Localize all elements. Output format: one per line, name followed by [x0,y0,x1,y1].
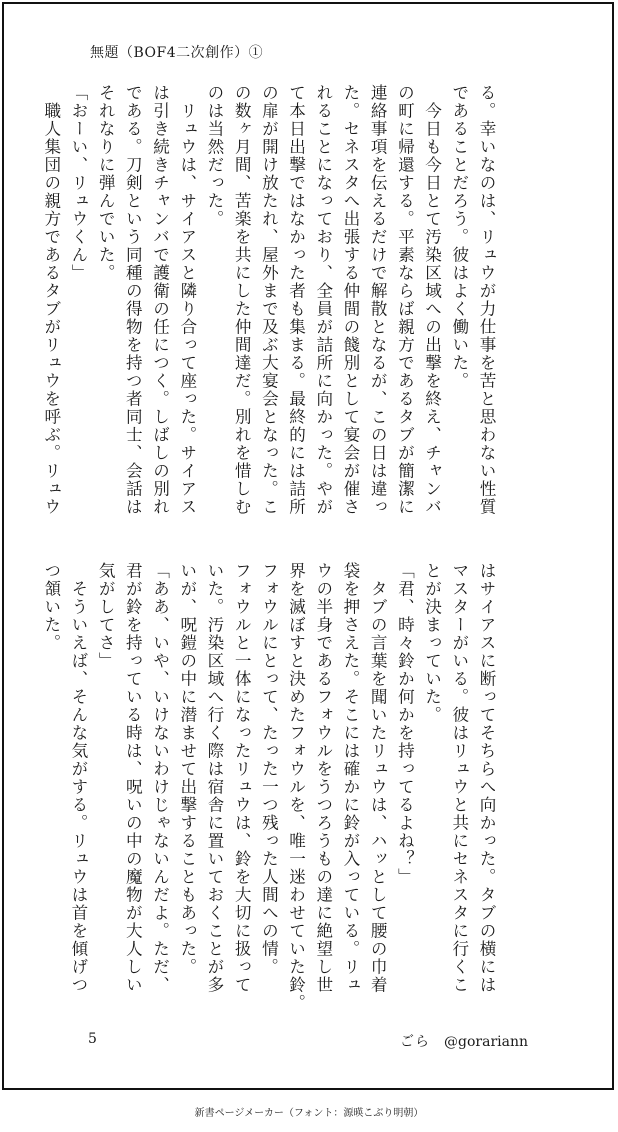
upper-text-block [41,84,500,540]
text-line: そういえば、そんな気がする。リュウは首を傾げつ [68,562,88,994]
text-line: 今日も今日とて汚染区域への出撃を終え、チャンバ [422,84,442,516]
text-line: 「ああ、いや、いけないわけじゃないんだよ。ただ、 [150,562,170,994]
text-line: つ頷いた。 [41,562,61,652]
text-line: フォウルにとって、たった一つ残った人間への情。 [259,562,279,976]
text-line: の数ヶ月間、苦楽を共にした仲間達だ。別れを惜しむ [232,84,252,516]
text-line: 職人集団の親方であるタブがリュウを呼ぶ。リュウ [41,84,61,516]
text-line: 君が鈴を持っている時は、呪いの中の魔物が大人しい [123,562,143,994]
text-line: 界を滅ぼすと決めたフォウルを、唯一迷わせていた鈴。 [286,562,306,1012]
page-title: 無題（BOF4二次創作）① [90,45,264,61]
text-line: であることだろう。彼はよく働いた。 [449,84,469,390]
author-name: ごら [400,1034,431,1050]
text-line: タブの言葉を聞いたリュウは、ハッとして腰の巾着 [368,562,388,994]
text-line: フォウルと一体になったリュウは、鈴を大切に扱って [232,562,252,994]
text-line: た。セネスタへ出張する仲間の餞別として宴会が催さ [340,84,360,516]
lower-text-block [41,562,500,1020]
page-frame [2,2,614,1090]
author-credit [400,1031,528,1051]
author-handle: @gorariann [444,1034,528,1050]
text-line: マスターがいる。彼はリュウと共にセネスタに行くこ [449,562,469,994]
text-line: は引き続きチャンバで護衛の任につく。しばしの別れ [150,84,170,516]
text-line: のは当然だった。 [204,84,224,228]
text-line: 袋を押さえた。そこには確かに鈴が入っている。リュ [340,562,360,994]
text-line: いが、呪鎧の中に潜ませて出撃することもあった。 [177,562,197,976]
text-line: である。刀剣という同種の得物を持つ者同士、会話は [123,84,143,516]
text-line: 「君、時々鈴か何かを持ってるよね？」 [395,562,415,886]
text-line: とが決まっていた。 [422,562,442,724]
text-line: の町に帰還する。平素ならば親方であるタブが簡潔に [395,84,415,516]
generator-credit: 新書ページメーカー（フォント：源暎こぶり明朝） [194,1108,424,1119]
page-number: 5 [88,1031,97,1047]
text-line: リュウは、サイアスと隣り合って座った。サイアス [177,84,197,516]
text-line: の扉が開け放たれ、屋外まで及ぶ大宴会となった。こ [259,84,279,516]
text-line: 連絡事項を伝えるだけで解散となるが、この日は違っ [368,84,388,516]
text-line: れることになっており、全員が詰所に向かった。やが [313,84,333,516]
text-line: 気がしてさ」 [96,562,116,670]
text-line: て本日出撃ではなかった者も集まる。最終的には詰所 [286,84,306,516]
text-line: はサイアスに断ってそちらへ向かった。タブの横には [477,562,496,994]
text-line: る。幸いなのは、リュウが力仕事を苦と思わない性質 [477,84,496,516]
text-line: 「おーい、リュウくん」 [68,84,88,282]
text-line: それなりに弾んでいた。 [96,84,116,282]
text-line: いた。汚染区域へ行く際は宿舎に置いておくことが多 [204,562,224,994]
text-line: ウの半身であるフォウルをうつろうもの達に絶望し世 [313,562,333,994]
